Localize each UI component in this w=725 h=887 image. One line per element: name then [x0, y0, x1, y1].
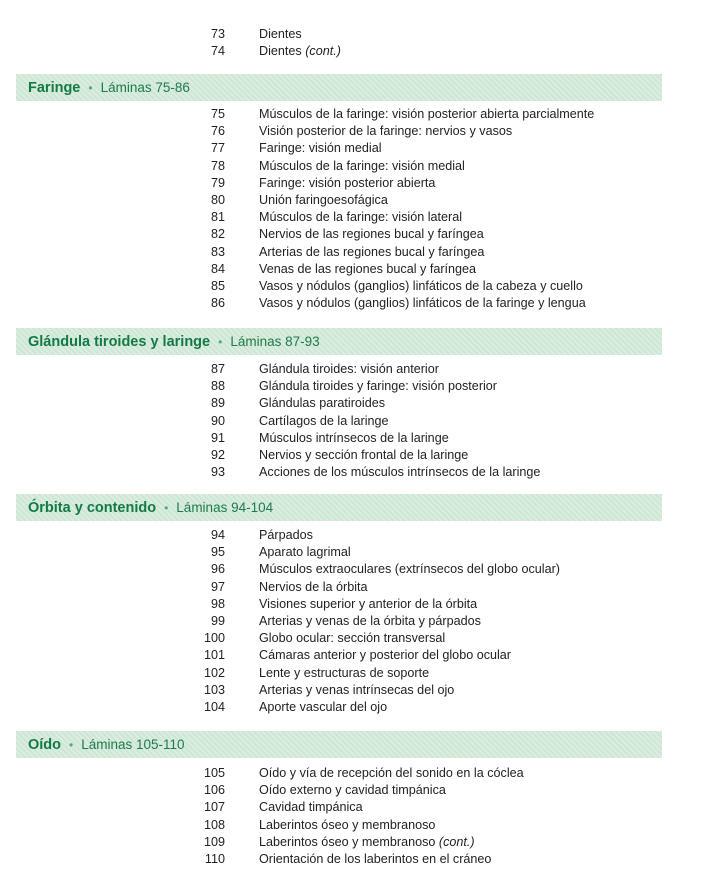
plate-title	[259, 817, 435, 834]
toc-entry[interactable]	[0, 175, 725, 192]
plate-title-text: Músculos de la faringe: visión lateral	[259, 210, 463, 225]
toc-entry[interactable]	[0, 851, 725, 868]
plate-title	[259, 430, 449, 447]
plate-title	[259, 140, 382, 157]
plate-title-text: Faringe: visión medial	[259, 141, 382, 156]
plate-number: 73	[210, 27, 225, 41]
section-plate-range: Láminas 105-110	[81, 737, 185, 752]
plate-number: 104	[203, 700, 225, 714]
plate-number: 82	[210, 227, 225, 242]
toc-entry[interactable]	[0, 527, 725, 544]
plate-number: 75	[210, 107, 225, 121]
section-header	[16, 731, 662, 758]
plate-title	[259, 361, 439, 378]
toc-entry[interactable]	[0, 378, 725, 395]
plate-number: 80	[210, 193, 225, 207]
toc-entry[interactable]	[0, 123, 725, 140]
plate-title-text: Unión faringoesofágica	[259, 193, 388, 207]
plate-number: 78	[210, 158, 225, 173]
toc-entry[interactable]	[0, 244, 725, 261]
plate-title	[259, 834, 475, 851]
plate-title-text: Globo ocular: sección transversal	[259, 631, 446, 646]
plate-title-text: Glándula tiroides y faringe: visión posterior	[259, 379, 498, 394]
plate-title-text: Nervios de las regiones bucal y faríngea	[259, 227, 484, 242]
section-title: Glándula tiroides y laringe	[28, 334, 211, 350]
plate-number: 92	[210, 448, 225, 462]
toc-entry[interactable]	[0, 464, 725, 481]
plate-title	[259, 596, 477, 613]
plate-title-note: (cont.)	[438, 834, 475, 849]
plate-title	[259, 544, 351, 561]
plate-title-text: Visiones superior y anterior de la órbita	[259, 596, 478, 611]
toc-entry[interactable]	[0, 361, 725, 378]
plate-number: 86	[210, 296, 225, 311]
plate-title-text: Visión posterior de la faringe: nervios y vasos	[259, 124, 513, 139]
plate-title	[259, 782, 446, 799]
plate-title-text: Venas de las regiones bucal y faríngea	[259, 261, 477, 276]
toc-entry[interactable]	[0, 209, 725, 226]
plate-title-text: Orientación de los laberintos en el cráneo	[259, 852, 492, 866]
plate-title	[259, 765, 524, 782]
plate-title-text: Músculos de la faringe: visión medial	[259, 158, 465, 173]
plate-number: 83	[210, 244, 225, 259]
plate-title	[259, 209, 462, 226]
toc-entry[interactable]	[0, 295, 725, 312]
section-header-content	[28, 328, 320, 355]
plate-title-text: Músculos de la faringe: visión posterior abierta parcialmente	[259, 107, 595, 121]
toc-entry[interactable]	[0, 665, 725, 682]
toc-entry[interactable]	[0, 579, 725, 596]
plate-title	[259, 261, 476, 278]
plate-title-text: Laberintos óseo y membranoso	[259, 817, 436, 832]
toc-entry[interactable]	[0, 413, 725, 430]
toc-entry[interactable]	[0, 261, 725, 278]
toc-entry[interactable]	[0, 765, 725, 782]
plate-title	[259, 26, 302, 43]
plate-title-text: Vasos y nódulos (ganglios) linfáticos de la faringe y lengua	[259, 296, 586, 311]
toc-entry[interactable]	[0, 226, 725, 243]
plate-number: 79	[210, 175, 225, 190]
plate-title	[259, 613, 481, 630]
toc-entry[interactable]	[0, 447, 725, 464]
plate-title-text: Vasos y nódulos (ganglios) linfáticos de la cabeza y cuello	[259, 279, 583, 293]
plate-number: 95	[210, 545, 225, 560]
plate-title-text: Glándula tiroides: visión anterior	[259, 362, 439, 376]
plate-title-text: Aparato lagrimal	[259, 545, 351, 560]
plate-title-text: Acciones de los músculos intrínsecos de la laringe	[259, 465, 541, 480]
section-title: Oído	[28, 737, 62, 753]
toc-entry[interactable]	[0, 647, 725, 664]
plate-title-text: Glándulas paratiroides	[259, 396, 386, 411]
plate-title	[259, 226, 484, 243]
toc-entry[interactable]	[0, 192, 725, 209]
plate-title-text: Oído y vía de recepción del sonido en la cóclea	[259, 766, 524, 780]
toc-entry[interactable]	[0, 699, 725, 716]
section-title: Órbita y contenido	[28, 500, 157, 516]
plate-title-text: Músculos intrínsecos de la laringe	[259, 430, 449, 445]
plate-title	[259, 647, 511, 664]
plate-number: 102	[203, 665, 225, 680]
toc-entry[interactable]	[0, 43, 725, 60]
plate-title	[259, 123, 512, 140]
plate-title-text: Párpados	[259, 528, 313, 542]
plate-title-text: Nervios y sección frontal de la laringe	[259, 448, 469, 462]
plate-title	[259, 630, 445, 647]
plate-number: 99	[210, 614, 225, 628]
bullet-separator: •	[88, 81, 93, 95]
toc-entry[interactable]	[0, 158, 725, 175]
plate-title-text: Cartílagos de la laringe	[259, 413, 389, 428]
plate-number: 109	[203, 834, 225, 849]
toc-entry[interactable]	[0, 430, 725, 447]
section-header-content	[28, 731, 185, 758]
bullet-separator: •	[218, 335, 223, 349]
bullet-separator: •	[164, 501, 169, 515]
plate-number: 98	[210, 596, 225, 611]
plate-title	[259, 244, 484, 261]
toc-entry[interactable]	[0, 544, 725, 561]
toc-entry[interactable]	[0, 140, 725, 157]
section-header	[16, 328, 662, 355]
section-header	[16, 494, 662, 521]
plate-title-text: Oído externo y cavidad timpánica	[259, 783, 446, 798]
plate-title	[259, 799, 363, 816]
toc-entry[interactable]	[0, 834, 725, 851]
toc-entry[interactable]	[0, 596, 725, 613]
section-plate-range: Láminas 87-93	[230, 334, 320, 349]
plate-title	[259, 527, 313, 544]
toc-entry[interactable]	[0, 630, 725, 647]
bullet-separator: •	[69, 738, 74, 752]
plate-number: 87	[210, 362, 225, 376]
plate-title-text: Arterias y venas de la órbita y párpados	[259, 614, 481, 628]
plate-title	[259, 395, 385, 412]
plate-number: 96	[210, 562, 225, 577]
plate-number: 91	[210, 430, 225, 445]
plate-number: 105	[203, 766, 225, 780]
plate-number: 84	[210, 261, 225, 276]
plate-title-text: Cavidad timpánica	[259, 800, 363, 815]
section-header-content	[28, 74, 190, 101]
plate-title	[259, 295, 586, 312]
toc-entry[interactable]	[0, 782, 725, 799]
plate-title-text: Músculos extraoculares (extrínsecos del globo ocular)	[259, 562, 560, 577]
plate-title-text: Cámaras anterior y posterior del globo ocular	[259, 648, 511, 663]
toc-entry[interactable]	[0, 278, 725, 295]
plate-number: 76	[210, 124, 225, 139]
plate-number: 97	[210, 579, 225, 594]
plate-number: 103	[203, 682, 225, 697]
toc-entry[interactable]	[0, 682, 725, 699]
toc-entry[interactable]	[0, 106, 725, 123]
toc-entry[interactable]	[0, 613, 725, 630]
plate-title	[259, 561, 560, 578]
section-header	[16, 74, 662, 101]
toc-entry[interactable]	[0, 799, 725, 816]
plate-number: 90	[210, 413, 225, 428]
plate-number: 108	[203, 817, 225, 832]
plate-title	[259, 106, 594, 123]
plate-title-text: Arterias de las regiones bucal y faríngea	[259, 244, 485, 259]
plate-title	[259, 175, 435, 192]
plate-title	[259, 413, 389, 430]
plate-number: 81	[210, 210, 225, 225]
plate-title	[259, 682, 454, 699]
plate-title-text: Nervios de la órbita	[259, 579, 368, 594]
plate-title-text: Lente y estructuras de soporte	[259, 665, 430, 680]
plate-title	[259, 699, 387, 716]
plate-title-text: Laberintos óseo y membranoso	[259, 834, 439, 849]
plate-title-text: Faringe: visión posterior abierta	[259, 175, 436, 190]
plate-number: 93	[210, 465, 225, 480]
section-title: Faringe	[28, 80, 81, 96]
section-plate-range: Láminas 75-86	[100, 80, 190, 95]
plate-number: 107	[203, 800, 225, 815]
plate-number: 74	[210, 44, 225, 59]
plate-title-text: Dientes	[259, 44, 306, 59]
plate-title-text: Aporte vascular del ojo	[259, 700, 388, 714]
plate-title-note: (cont.)	[305, 44, 341, 59]
plate-number: 89	[210, 396, 225, 411]
plate-title	[259, 192, 388, 209]
section-header-content	[28, 494, 273, 521]
plate-title	[259, 851, 491, 868]
plate-number: 110	[204, 852, 225, 866]
toc-entry[interactable]	[0, 817, 725, 834]
plate-number: 85	[210, 279, 225, 293]
plate-title	[259, 378, 497, 395]
plate-title	[259, 447, 468, 464]
toc-entry[interactable]	[0, 26, 725, 43]
plate-title	[259, 464, 540, 481]
plate-number: 77	[210, 141, 225, 156]
plate-title	[259, 579, 368, 596]
plate-title	[259, 665, 429, 682]
plate-number: 101	[203, 648, 225, 663]
toc-entry[interactable]	[0, 561, 725, 578]
section-plate-range: Láminas 94-104	[176, 500, 274, 515]
plate-number: 106	[203, 783, 225, 798]
plate-title	[259, 43, 341, 60]
plate-number: 100	[203, 631, 225, 646]
plate-number: 94	[210, 528, 225, 542]
plate-title	[259, 278, 583, 295]
toc-entry[interactable]	[0, 395, 725, 412]
plate-title-text: Dientes	[259, 27, 302, 41]
plate-title-text: Arterias y venas intrínsecas del ojo	[259, 682, 455, 697]
plate-title	[259, 158, 465, 175]
plate-number: 88	[210, 379, 225, 394]
